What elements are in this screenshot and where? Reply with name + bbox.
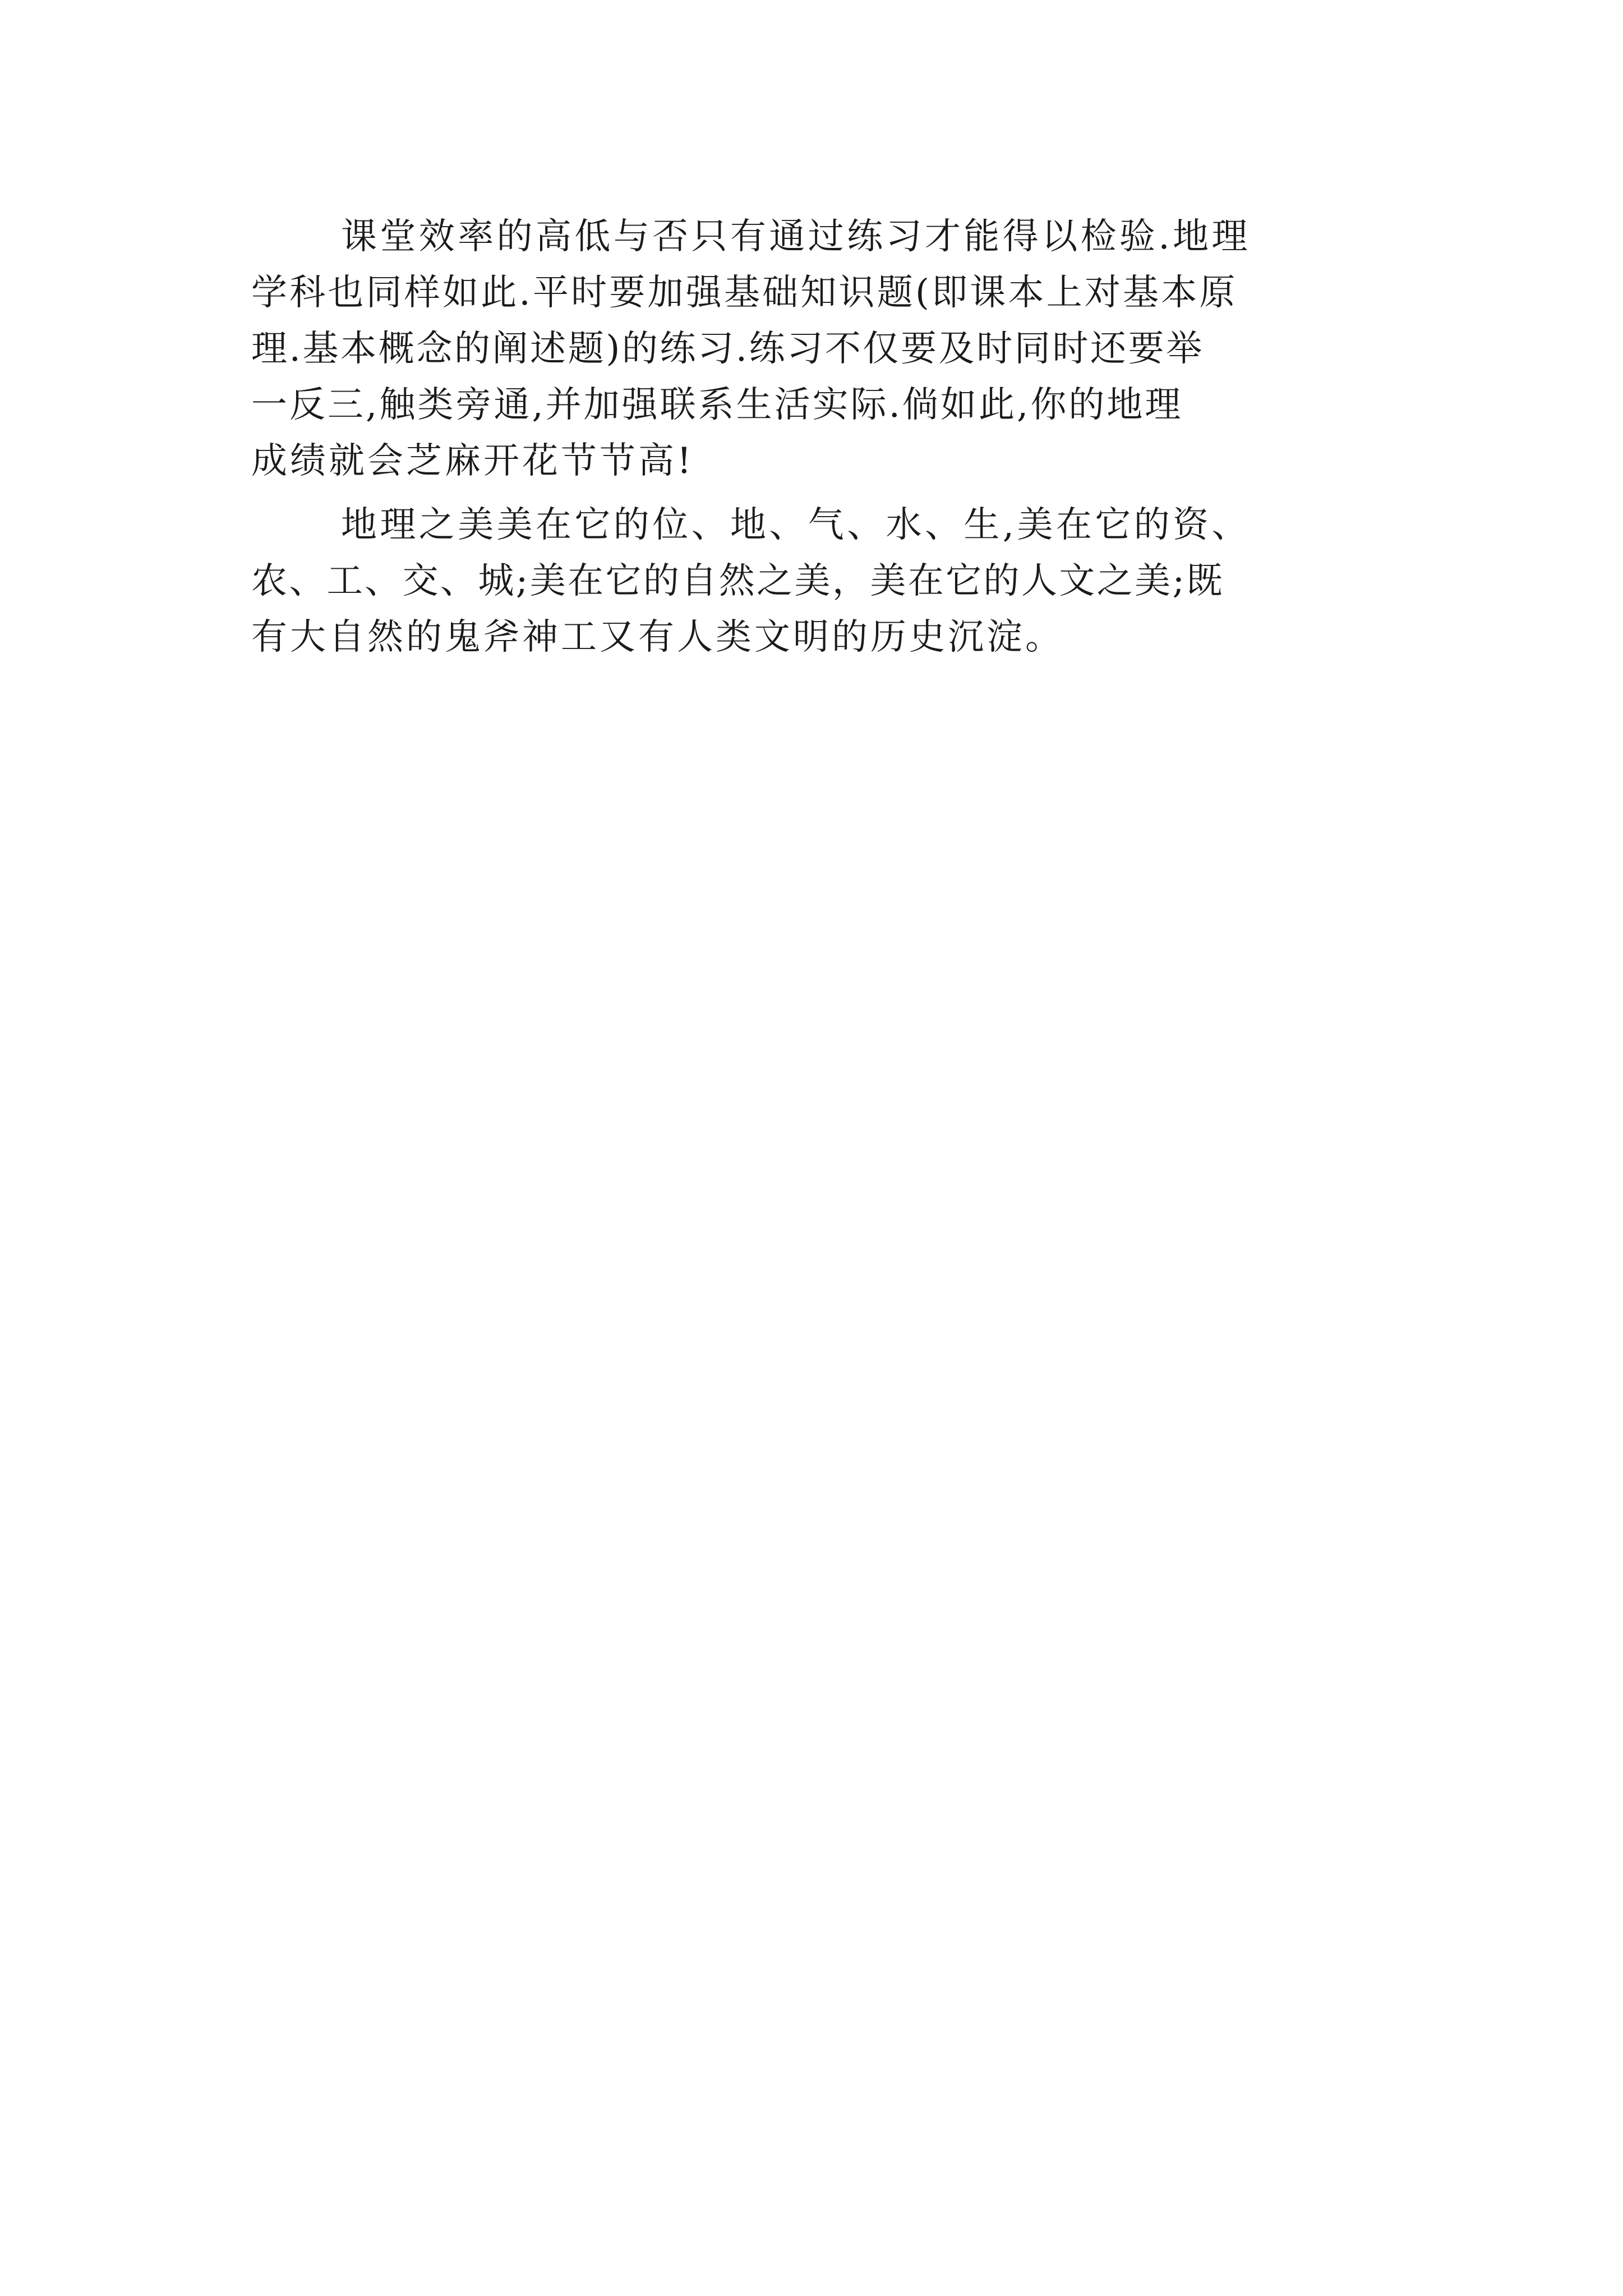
paragraph-line: 理.基本概念的阐述题)的练习.练习不仅要及时同时还要举	[251, 328, 1204, 370]
paragraph-line: 学科也同样如此.平时要加强基础知识题(即课本上对基本原	[251, 272, 1238, 314]
paragraph-line: 课堂效率的高低与否只有通过练习才能得以检验.地理	[341, 216, 1251, 257]
paragraph-line: 成绩就会芝麻开花节节高!	[251, 440, 694, 482]
paragraph-geography-beauty	[251, 497, 1390, 665]
document-body	[251, 209, 1390, 665]
paragraph-line: 地理之美美在它的位、地、气、水、生,美在它的资、	[341, 504, 1251, 546]
paragraph-spacer	[251, 489, 1390, 497]
paragraph-line: 农、工、交、城;美在它的自然之美，美在它的人文之美;既	[251, 560, 1224, 602]
paragraph-line: 一反三,触类旁通,并加强联系生活实际.倘如此,你的地理	[251, 384, 1183, 426]
paragraph-line: 有大自然的鬼斧神工又有人类文明的历史沉淀。	[251, 616, 1064, 658]
paragraph-study-practice	[251, 209, 1390, 489]
